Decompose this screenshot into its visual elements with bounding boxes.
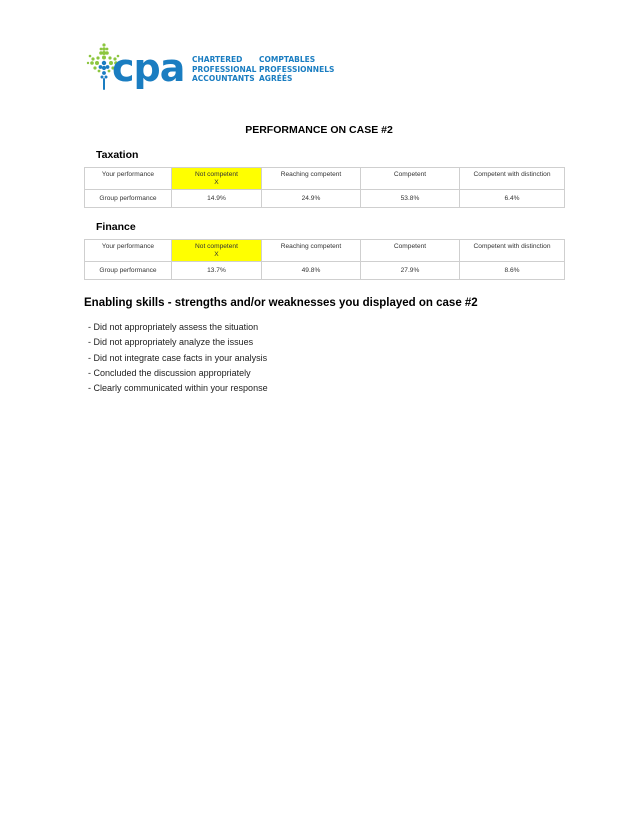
skills-title: Enabling skills - strengths and/or weaknesses you displayed on case #2 [84, 297, 478, 309]
skills-list [88, 320, 268, 396]
performance-mark: X [214, 179, 219, 186]
list-item: - Clearly communicated within your response [88, 381, 268, 396]
list-item: - Did not appropriately analyze the issues [88, 335, 268, 350]
row-label: Your performance [85, 168, 172, 190]
row-label: Group performance [85, 262, 172, 280]
group-value: 13.7% [172, 262, 262, 280]
cell-reaching-competent: Reaching competent [262, 168, 361, 190]
list-item: - Concluded the discussion appropriately [88, 366, 268, 381]
group-value: 53.8% [361, 190, 460, 208]
logo-french-text: COMPTABLES PROFESSIONNELS AGRÉÉS [259, 55, 335, 83]
performance-mark: X [214, 251, 219, 258]
logo-wordmark: cpa [112, 46, 185, 90]
section-title-finance: Finance [96, 221, 136, 233]
logo-english-text: CHARTERED PROFESSIONAL ACCOUNTANTS [192, 55, 257, 83]
finance-table [84, 239, 565, 280]
group-value: 27.9% [361, 262, 460, 280]
group-value: 6.4% [460, 190, 565, 208]
taxation-table [84, 167, 565, 208]
group-performance-row [85, 262, 565, 280]
group-value: 24.9% [262, 190, 361, 208]
cell-not-competent: Not competent X [172, 240, 262, 262]
cell-competent-with-distinction: Competent with distinction [460, 240, 565, 262]
cell-not-competent: Not competent X [172, 168, 262, 190]
cell-competent: Competent [361, 168, 460, 190]
row-label: Your performance [85, 240, 172, 262]
section-title-taxation: Taxation [96, 149, 139, 161]
row-label: Group performance [85, 190, 172, 208]
your-performance-row [85, 168, 565, 190]
group-value: 14.9% [172, 190, 262, 208]
list-item: - Did not appropriately assess the situation [88, 320, 268, 335]
your-performance-row [85, 240, 565, 262]
group-performance-row [85, 190, 565, 208]
group-value: 49.8% [262, 262, 361, 280]
cell-reaching-competent: Reaching competent [262, 240, 361, 262]
cell-competent: Competent [361, 240, 460, 262]
list-item: - Did not integrate case facts in your analysis [88, 351, 268, 366]
page-title: PERFORMANCE ON CASE #2 [245, 124, 393, 136]
cell-competent-with-distinction: Competent with distinction [460, 168, 565, 190]
group-value: 8.6% [460, 262, 565, 280]
cpa-logo [84, 42, 344, 98]
